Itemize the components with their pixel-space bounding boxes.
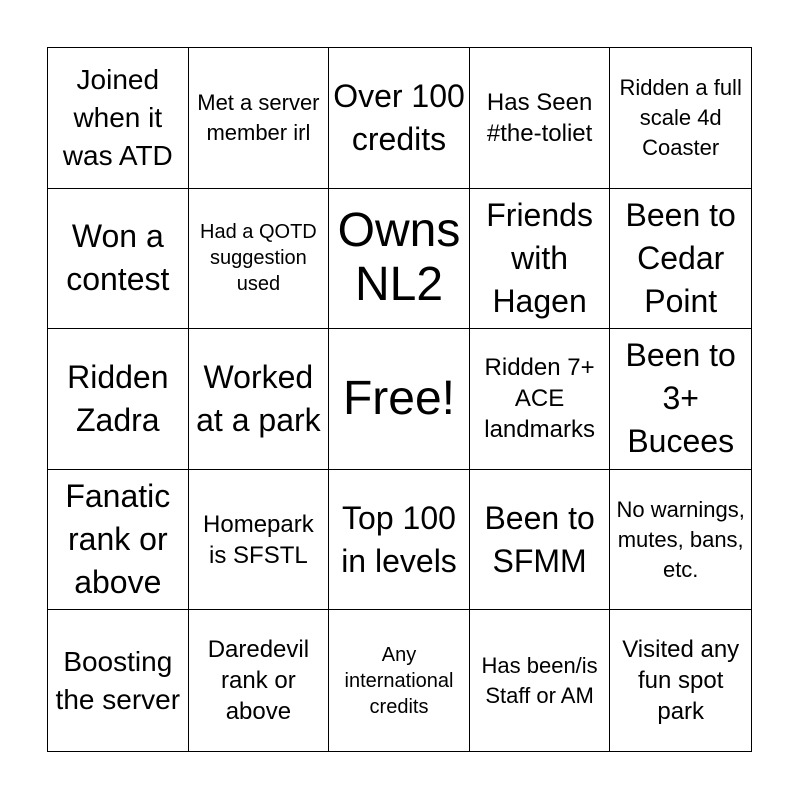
bingo-cell-r2c3[interactable]: Owns NL2	[329, 189, 470, 330]
bingo-cell-r1c5[interactable]: Ridden a full scale 4d Coaster	[610, 48, 751, 189]
bingo-cell-r4c3[interactable]: Top 100 in levels	[329, 470, 470, 611]
bingo-cell-r1c3[interactable]: Over 100 credits	[329, 48, 470, 189]
bingo-cell-r3c3-free[interactable]: Free!	[329, 329, 470, 470]
bingo-cell-r4c2[interactable]: Homepark is SFSTL	[189, 470, 330, 611]
bingo-cell-r5c4[interactable]: Has been/is Staff or AM	[470, 610, 611, 751]
bingo-cell-r5c1[interactable]: Boosting the server	[48, 610, 189, 751]
bingo-cell-r1c4[interactable]: Has Seen #the-toliet	[470, 48, 611, 189]
bingo-cell-r1c2[interactable]: Met a server member irl	[189, 48, 330, 189]
bingo-cell-r2c4[interactable]: Friends with Hagen	[470, 189, 611, 330]
bingo-cell-r1c1[interactable]: Joined when it was ATD	[48, 48, 189, 189]
bingo-cell-r5c2[interactable]: Daredevil rank or above	[189, 610, 330, 751]
bingo-cell-r2c2[interactable]: Had a QOTD suggestion used	[189, 189, 330, 330]
bingo-cell-r2c5[interactable]: Been to Cedar Point	[610, 189, 751, 330]
bingo-cell-r3c1[interactable]: Ridden Zadra	[48, 329, 189, 470]
bingo-cell-r4c5[interactable]: No warnings, mutes, bans, etc.	[610, 470, 751, 611]
bingo-cell-r4c1[interactable]: Fanatic rank or above	[48, 470, 189, 611]
bingo-cell-r5c3[interactable]: Any international credits	[329, 610, 470, 751]
bingo-board	[47, 47, 752, 752]
bingo-cell-r4c4[interactable]: Been to SFMM	[470, 470, 611, 611]
bingo-cell-r2c1[interactable]: Won a contest	[48, 189, 189, 330]
bingo-cell-r3c2[interactable]: Worked at a park	[189, 329, 330, 470]
bingo-cell-r5c5[interactable]: Visited any fun spot park	[622, 636, 740, 726]
bingo-cell-r3c5[interactable]: Been to 3+ Bucees	[610, 329, 751, 470]
bingo-cell-r3c4[interactable]: Ridden 7+ ACE landmarks	[470, 329, 611, 470]
